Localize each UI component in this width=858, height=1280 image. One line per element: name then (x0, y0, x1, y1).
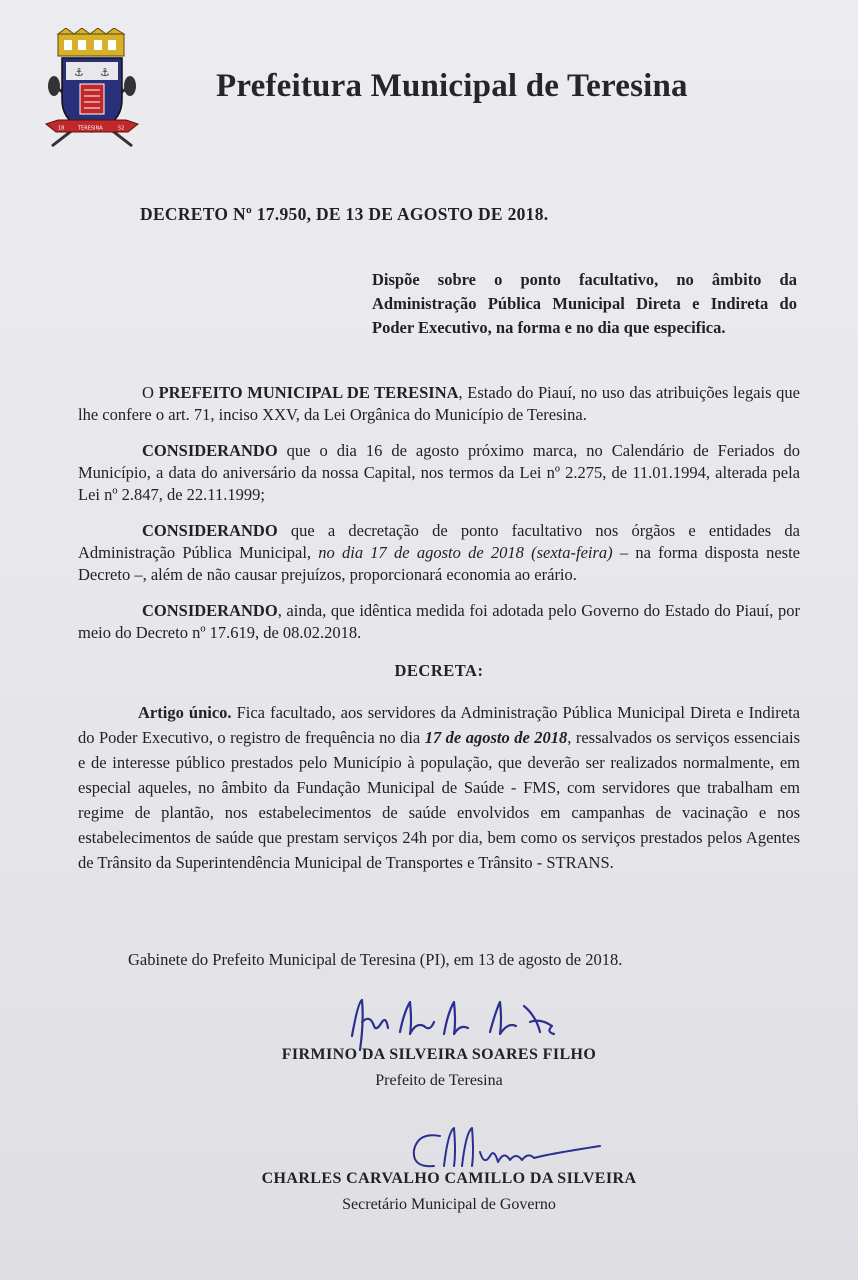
svg-text:⚓: ⚓ (74, 66, 84, 79)
crest-banner-right: 52 (118, 125, 125, 132)
secretary-name: CHARLES CARVALHO CAMILLO DA SILVEIRA (261, 1170, 637, 1187)
crest-banner-center: TERESINA (78, 125, 103, 132)
mayor-handwritten-signature (340, 992, 580, 1052)
closing-line: Gabinete do Prefeito Municipal de Teresina (PI), em 13 de agosto de 2018. (128, 950, 623, 969)
considering-paragraph-1: CONSIDERANDO que o dia 16 de agosto próximo marca, no Calendário de Feriados do Município, a data do aniversário da nossa Capital, nos termos da Lei nº 2.275, de 11.01.1994, alterada pela Lei nº 2.847, de 22.11.1999; (78, 441, 800, 504)
mayor-role: Prefeito de Teresina (375, 1072, 503, 1089)
single-article-paragraph: Artigo único. Fica facultado, aos servidores da Administração Pública Municipal Direta e Indireta do Poder Executivo, o registro de frequência no dia 17 de agosto de 2018, ressalvados os serviços essenciais e de interesse público prestados pelo Município à população, que deverão ser realizados normalmente, em especial aqueles, no âmbito da Fundação Municipal de Saúde - FMS, com servidores que trabalham em regime de plantão, nos estabelecimentos de saúde envolvidos em campanhas de vacinação e nos estabelecimentos de saúde que prestam serviços 24h por dia, bem como os serviços prestados pelos Agentes de Trânsito da Superintendência Municipal de Transportes e Trânsito - STRANS. (78, 703, 801, 872)
considering-paragraph-2: CONSIDERANDO que a decretação de ponto facultativo nos órgãos e entidades da Administração Pública Municipal, no dia 17 de agosto de 2018 (sexta-feira) – na forma disposta neste Decreto –, além de não causar prejuízos, proporcionará economia ao erário. (78, 521, 800, 584)
crest-banner-left: 18 (58, 125, 65, 132)
decree-summary: Dispõe sobre o ponto facultativo, no âmbito da Administração Pública Municipal Direta e Indireta do Poder Executivo, na forma e no dia que especifica. (372, 270, 797, 337)
page-title: Prefeitura Municipal de Teresina (216, 68, 688, 104)
decree-body (78, 382, 800, 889)
decreta-heading: DECRETA: (394, 661, 484, 680)
considering-paragraph-3: CONSIDERANDO, ainda, que idêntica medida foi adotada pelo Governo do Estado do Piauí, por meio do Decreto nº 17.619, de 08.02.2018. (78, 601, 800, 642)
coat-of-arms-logo (44, 28, 140, 152)
secretary-role: Secretário Municipal de Governo (342, 1196, 556, 1213)
svg-text:⚓: ⚓ (100, 66, 110, 79)
mayor-name: FIRMINO DA SILVEIRA SOARES FILHO (281, 1046, 597, 1063)
decree-title: DECRETO Nº 17.950, DE 13 DE AGOSTO DE 2018. (140, 204, 549, 224)
preamble-paragraph: O PREFEITO MUNICIPAL DE TERESINA, Estado do Piauí, no uso das atribuições legais que lhe confere o art. 71, inciso XXV, da Lei Orgânica do Município de Teresina. (78, 383, 800, 424)
